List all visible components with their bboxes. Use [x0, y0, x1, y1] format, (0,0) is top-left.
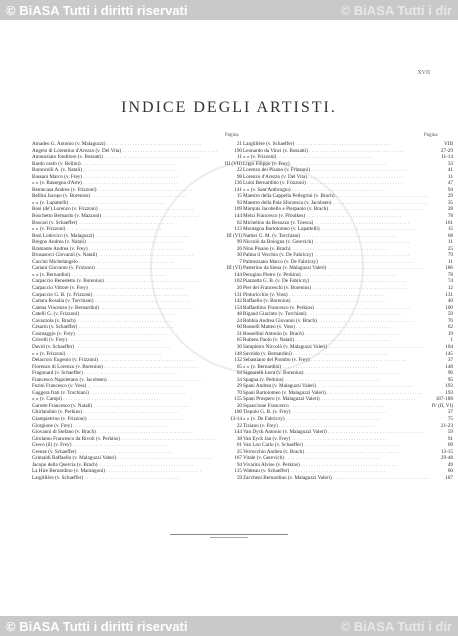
- artist-name: Spani Prospero (v. Malaguzzi Valeri) . . .: [243, 396, 429, 403]
- page-title: INDICE DEGLI ARTISTI.: [121, 98, 337, 116]
- page-reference: 148: [445, 363, 453, 370]
- artist-name: Crivelli (v. Frey) . . .: [32, 337, 218, 344]
- artist-name: Rigaud Giacinto (v. Torchiani) . . .: [243, 311, 429, 318]
- page-reference: 141: [234, 186, 242, 193]
- page-reference: 37: [447, 357, 453, 364]
- artist-name: Jacopo della Quercia (v. Brach) . . .: [32, 462, 218, 469]
- page-reference: 144: [234, 429, 242, 436]
- page-reference: 78: [447, 213, 453, 220]
- artist-name: Bellini Jacopo (v. Borenius) . . .: [32, 193, 218, 200]
- page-reference: 193: [445, 389, 453, 396]
- page-reference: 26: [236, 285, 242, 292]
- artist-name: Bardo orafo (v. Bellini) . . .: [32, 161, 218, 168]
- page-reference: 38: [236, 435, 242, 442]
- artist-name: Lippi Filippo (v. Frey) . . .: [243, 161, 429, 168]
- page-reference: 1: [450, 337, 453, 344]
- page-reference: 21-23: [440, 422, 453, 429]
- artist-name: Bosi Lodovico (v. Malaguzzi) . . .: [32, 233, 218, 240]
- page-reference: 13-15: [440, 448, 453, 455]
- page-reference: 100: [234, 409, 242, 416]
- artist-name: Giovanni di Stefano (v. Brach) . . .: [32, 429, 218, 436]
- column-header-right: Pagina: [424, 133, 438, 138]
- artist-name: Bregno Andrea (v. Natali) . . .: [32, 239, 218, 246]
- artist-name: » » (v. Frizzoni) . . .: [32, 226, 218, 233]
- page-reference: 79: [447, 252, 453, 259]
- artist-name: Cartara Rosalia (v. Torchiani) . . .: [32, 298, 218, 305]
- artist-name: Nattier G. M. (v. Torchiani) . . .: [243, 233, 429, 240]
- page-reference: 62: [447, 324, 453, 331]
- page-reference: 11: [448, 258, 453, 265]
- artist-name: Carpaccio Vittore (v. Frey) . . .: [32, 285, 218, 292]
- artist-name: Cavazzola (v. Brach) . . .: [32, 318, 218, 325]
- artist-name: Watteau (v. Schaeffer) . . .: [243, 468, 429, 475]
- artist-name: Cosmaggio (v. Frey) . . .: [32, 331, 218, 338]
- artist-name: Boschetto Bernardo (v. Mazzoni) . . .: [32, 213, 218, 220]
- page-reference: 21: [236, 141, 242, 147]
- page-reference: 154: [234, 304, 242, 311]
- page-reference: IV (II, VI): [431, 402, 453, 409]
- page-reference: 62: [236, 219, 242, 226]
- page-reference: 19: [447, 330, 453, 337]
- page-reference: 95: [447, 376, 453, 383]
- page-reference: VIII: [444, 141, 453, 147]
- page-reference: 190: [234, 147, 242, 154]
- page-reference: 94: [236, 461, 242, 468]
- artist-name: Savoldo (v. Bernardini) . . .: [243, 351, 429, 358]
- page-reference: 98: [236, 173, 242, 180]
- page-reference: 155: [234, 396, 242, 403]
- artist-name: Luini Bernardino (v. Frizzoni) . . .: [243, 180, 429, 187]
- page-reference: 7: [239, 258, 242, 265]
- artist-name: Vitale (v. Gerevich) . . .: [243, 455, 429, 462]
- artist-name: Palma il Vecchio (v. De Fabriczy) . . .: [243, 252, 429, 259]
- page-reference: 167: [234, 455, 242, 462]
- artist-name: Lorenzo dei Pisano (v. Frizzoni) . . .: [243, 167, 429, 174]
- page-reference: 131: [234, 291, 242, 298]
- artist-name: Sampietro Niccolò (v. Malaguzzi Valeri) . . .: [243, 344, 429, 351]
- artist-name: Furini Francesco (v. Voss) . . .: [32, 383, 218, 390]
- page-reference: 187-188: [435, 396, 453, 403]
- artist-name: Gaggera frati (v. Torchiani) . . .: [32, 390, 218, 397]
- page-reference: 144: [234, 271, 242, 278]
- page-reference: 15: [236, 193, 242, 200]
- page-reference: 68: [447, 232, 453, 239]
- banner-top-left-text: © BiASA Tutti i diritti riservati: [6, 2, 188, 18]
- artist-name: Verrocchio Andrea (v. Brach) . . .: [243, 449, 429, 456]
- page-reference: 102: [234, 278, 242, 285]
- page-reference: 65: [236, 363, 242, 370]
- page-reference: 48: [236, 311, 242, 318]
- artist-name: Rossellini Antonio (v. Brach) . . .: [243, 331, 429, 338]
- artist-name: Giampietrino (v. Frizzoni) . . .: [32, 416, 218, 423]
- page-reference: 115: [234, 468, 242, 475]
- artist-name: Giorgione (v. Frey) . . .: [32, 423, 218, 430]
- page-reference: 13-14: [229, 415, 242, 422]
- index-entry: [32, 475, 242, 482]
- page-number: XVII: [417, 70, 430, 76]
- artist-name: Melzi Francesco (v. Ffoulkes) . . .: [243, 213, 429, 220]
- page-reference: 93: [236, 199, 242, 206]
- page-reference: 29-48: [440, 455, 453, 462]
- page-reference: 30: [236, 252, 242, 259]
- page-reference: 161: [445, 219, 453, 226]
- banner-top-right-text: © BiASA Tutti i dir: [340, 2, 452, 18]
- page-reference: 76: [447, 317, 453, 324]
- page-reference: 78: [447, 271, 453, 278]
- artist-name: Michelino da Besozzo (v. Toesca) . . .: [243, 220, 429, 227]
- artist-name: » » (v. Campi) . . .: [32, 396, 218, 403]
- banner-bottom-right-text: © BiASA Tutti i dir: [340, 618, 452, 634]
- page-reference: 186: [445, 265, 453, 272]
- artist-name: Bosi (de') Lorenzo (v. Frizzoni) . . .: [32, 206, 218, 213]
- page-reference: 22: [236, 422, 242, 429]
- page-reference: 33: [447, 160, 453, 167]
- page-reference: 11: [448, 239, 453, 246]
- artist-name: Pasterino da Siena (v. Malaguzzi Valeri) . . .: [243, 265, 429, 272]
- page-reference: 145: [445, 350, 453, 357]
- artist-name: Cariani Giovanni (v. Frizzoni) . . .: [32, 265, 218, 272]
- page-reference: 64: [236, 370, 242, 377]
- page-reference: 94: [447, 186, 453, 193]
- page-reference: III (VI): [226, 232, 242, 239]
- artist-name: Boscari (v. Schaeffer) . . .: [32, 220, 218, 227]
- artist-name: Maestro della Pala Sforzesca (v. Jacobsen) . . .: [243, 200, 429, 207]
- artist-name: Perugino Pietro (v. Perkins) . . .: [243, 272, 429, 279]
- artist-name: Bramante Andrea (v. Frey) . . .: [32, 246, 218, 253]
- page-reference: 29: [236, 383, 242, 390]
- page-reference: 96: [447, 370, 453, 377]
- artist-name: Pier dei Franceschi (v. Borenius) . . .: [243, 285, 429, 292]
- artist-name: Raffaello (v. Borenius) . . .: [243, 298, 429, 305]
- page-reference: 61: [236, 442, 242, 449]
- artist-name: » » (v. Lupattelli) . . .: [32, 200, 218, 207]
- artist-name: Tiziano (v. Frey) . . .: [243, 423, 429, 430]
- artist-name: Ghirlandaio (v. Perkins) . . .: [32, 409, 218, 416]
- page-reference: 11-14: [441, 154, 453, 161]
- page-reference: 27-29: [440, 147, 453, 154]
- page-reference: 37: [447, 409, 453, 416]
- page-reference: 109: [234, 206, 242, 213]
- page-reference: 144: [234, 213, 242, 220]
- page-reference: 193: [445, 383, 453, 390]
- page-reference: 70: [236, 389, 242, 396]
- page-reference: 15: [447, 226, 453, 233]
- page-reference: 99: [236, 239, 242, 246]
- artist-name: Lorenzo d'Arezzo (v. Del Vita) . . .: [243, 174, 429, 181]
- artist-name: Benincasa Andrea (v. Frizzoni) . . .: [32, 187, 218, 194]
- artist-name: Greuze (v. Schaeffer) . . .: [32, 449, 218, 456]
- page-reference: 34: [236, 376, 242, 383]
- artist-name: Maestro della Cappella Pellegrini (v. Brach) . . .: [243, 193, 429, 200]
- artist-name: David (v. Schaeffer) . . .: [32, 344, 218, 351]
- page-reference: 11: [448, 173, 453, 180]
- closing-rule: [170, 534, 288, 536]
- artist-name: » » (v. Sant'Ambrogio) . . .: [243, 187, 429, 194]
- artist-name: Robbia Andrea Giovanni (v. Brach) . . .: [243, 318, 429, 325]
- page-reference: 104: [445, 343, 453, 350]
- artist-name: Girolamo Francesco da Rivoli (v. Perkins) . . .: [32, 436, 218, 443]
- page-reference: 74: [447, 278, 453, 285]
- page-reference: 113: [234, 226, 242, 233]
- artist-name: Delacroix Eugenio (v. Frizzoni) . . .: [32, 357, 218, 364]
- artist-name: Caccini Michelangelo . . .: [32, 259, 218, 266]
- artist-name: Bassani Marco (v. Frey) . . .: [32, 174, 218, 181]
- artist-name: » » (v. Bernardini) . . .: [32, 272, 218, 279]
- artist-name: Amadeo G. Antonio (v. Malaguzzi) . . .: [32, 141, 218, 148]
- index-entry: [243, 475, 453, 482]
- artist-name: Cesarin (v. Schaeffer) . . .: [32, 324, 218, 331]
- artist-name: Zaccheni Bernardino (v. Malaguzzi Valeri) . . .: [243, 475, 429, 482]
- page-reference: 26: [236, 245, 242, 252]
- artist-name: Sebastiano del Piombo (v. Frey) . . .: [243, 357, 429, 364]
- page-reference: 49: [447, 461, 453, 468]
- page-reference: 131: [445, 291, 453, 298]
- page-reference: 24: [236, 317, 242, 324]
- artist-name: Fragonard (v. Schaeffer) . . .: [32, 370, 218, 377]
- page-reference: 65: [236, 337, 242, 344]
- page-reference: 22: [236, 167, 242, 174]
- artist-name: Garotte Francesco (v. Natali) . . .: [32, 403, 218, 410]
- page-reference: 59: [447, 429, 453, 436]
- page-reference: 142: [234, 298, 242, 305]
- artist-name: Van Loo Carlo (v. Schaeffer) . . .: [243, 442, 429, 449]
- page-reference: 25: [236, 448, 242, 455]
- artist-name: Catelli G. (v. Frizzoni) . . .: [32, 311, 218, 318]
- page-reference: 40: [447, 298, 453, 305]
- artist-name: » » (v. De Fabriczy) . . .: [243, 416, 429, 423]
- artist-name: La Hire Bernardino (v. Marangoni) . . .: [32, 468, 218, 475]
- banner-bottom-left-text: © BiASA Tutti i diritti riservati: [6, 618, 188, 634]
- artist-name: Angelo di Lorentino d'Arezzo (v. Del Vita) . . .: [32, 148, 218, 155]
- artist-name: Montagna Bartolomeo (v. Lupattelli) . . .: [243, 226, 429, 233]
- artist-name: Carpaccio Benedetto (v. Borenius) . . .: [32, 278, 218, 285]
- page-reference: 69: [447, 442, 453, 449]
- watermark-banner-bottom: [0, 616, 458, 636]
- artist-name: Leonardo da Vinci (v. Bossatti) . . .: [243, 148, 429, 155]
- column-header-left: Pagina: [225, 133, 239, 138]
- artist-name: Rosselli Matteo (v. Voss) . . .: [243, 324, 429, 331]
- artist-name: Catena Vincenzo (v. Bernardini) . . .: [32, 305, 218, 312]
- page-reference: 60: [447, 468, 453, 475]
- page-reference: 11: [237, 154, 242, 161]
- index-column-left: [32, 141, 242, 481]
- page-reference: 35: [447, 199, 453, 206]
- page-reference: 41: [447, 167, 453, 174]
- page-reference: 30: [236, 343, 242, 350]
- artist-name: » » (v. Frizzoni) . . .: [243, 154, 429, 161]
- artist-name: Palmezzano Marco (v. De Fabriczy) . . .: [243, 259, 429, 266]
- artist-name: Grimaldi Raffaello (v. Malaguzzi Valeri) . . .: [32, 455, 218, 462]
- page-reference: 100: [445, 304, 453, 311]
- page-reference: 47: [447, 180, 453, 187]
- artist-name: Raffaellino Francesco (v. Perkins) . . .: [243, 305, 429, 312]
- page-reference: 75: [447, 415, 453, 422]
- artist-name: Nino Pisano (v. Brach) . . .: [243, 246, 429, 253]
- page-reference: 91: [447, 435, 453, 442]
- page-reference: III (VII): [224, 160, 242, 167]
- page-reference: 60: [236, 324, 242, 331]
- artist-name: Brusasorci Giovanni (v. Natali) . . .: [32, 252, 218, 259]
- page-reference: 12: [447, 285, 453, 292]
- artist-name: Spani Andrea (v. Malaguzzi Valeri) . . .: [243, 383, 429, 390]
- artist-name: Squarcione Francesco . . .: [243, 403, 429, 410]
- page-reference: 148: [234, 350, 242, 357]
- page-reference: 31: [236, 330, 242, 337]
- page-reference: 25: [447, 245, 453, 252]
- page-reference: 28: [447, 206, 453, 213]
- page-reference: 20: [236, 402, 242, 409]
- artist-name: Piazzetta G. B. (v. De Fabriczy) . . .: [243, 278, 429, 285]
- artist-name: » » (v. Bernardini) . . .: [243, 364, 429, 371]
- artist-name: Greco (il) (v. Frey) . . .: [32, 442, 218, 449]
- artist-name: Van Dyck Antonio (v. Malaguzzi Valeri) . . .: [243, 429, 429, 436]
- artist-name: Francesco Napoletano (v. Jacobsen) . . .: [32, 377, 218, 384]
- page-reference: III (VI): [226, 265, 242, 272]
- artist-name: Baroncelli A. (v. Natali) . . .: [32, 167, 218, 174]
- artist-name: Largillière (v. Schaeffer) . . .: [243, 141, 429, 148]
- artist-name: Fiorenzo di Lorenzo (v. Borenius) . . .: [32, 364, 218, 371]
- index-column-right: [243, 141, 453, 481]
- artist-name: Van Eyck Jan (v. Frey) . . .: [243, 436, 429, 443]
- artist-name: Rubens Paolo (v. Natali) . . .: [243, 337, 429, 344]
- page-reference: 59: [447, 311, 453, 318]
- artist-name: Vivarini Alvise (v. Perkins) . . .: [243, 462, 429, 469]
- closing-rule-short: [210, 537, 248, 539]
- artist-name: Tiepolo G. B. (v. Frey) . . .: [243, 409, 429, 416]
- artist-name: Annunziato fonditore (v. Bossatti) . . .: [32, 154, 218, 161]
- page-reference: 132: [234, 357, 242, 364]
- artist-name: » » (v. Rassegna d'Arte) . . .: [32, 180, 218, 187]
- page-reference: 59: [236, 474, 242, 481]
- page-reference: 136: [234, 180, 242, 187]
- artist-name: » » (v. Frizzoni) . . .: [32, 351, 218, 358]
- page-reference: 187: [445, 474, 453, 481]
- artist-name: Signorelli Luca (v. Borenius) . . .: [243, 370, 429, 377]
- artist-name: Marquis Jacobello e Pierpaolo (v. Brach) . . .: [243, 206, 429, 213]
- artist-name: Spagna (v. Perkins) . . .: [243, 377, 429, 384]
- artist-name: Carpaccio G. B. (v. Frizzoni) . . .: [32, 292, 218, 299]
- artist-name: Spani Bartolomeo (v. Malaguzzi Valeri) . . .: [243, 390, 429, 397]
- artist-name: Niccolò da Bologna (v. Gerevich) . . .: [243, 239, 429, 246]
- watermark-banner-top: [0, 0, 458, 20]
- page-reference: 29: [447, 193, 453, 200]
- artist-name: Pinturicchio (v. Voss) . . .: [243, 292, 429, 299]
- artist-name: Largillière (v. Schaeffer) . . .: [32, 475, 218, 482]
